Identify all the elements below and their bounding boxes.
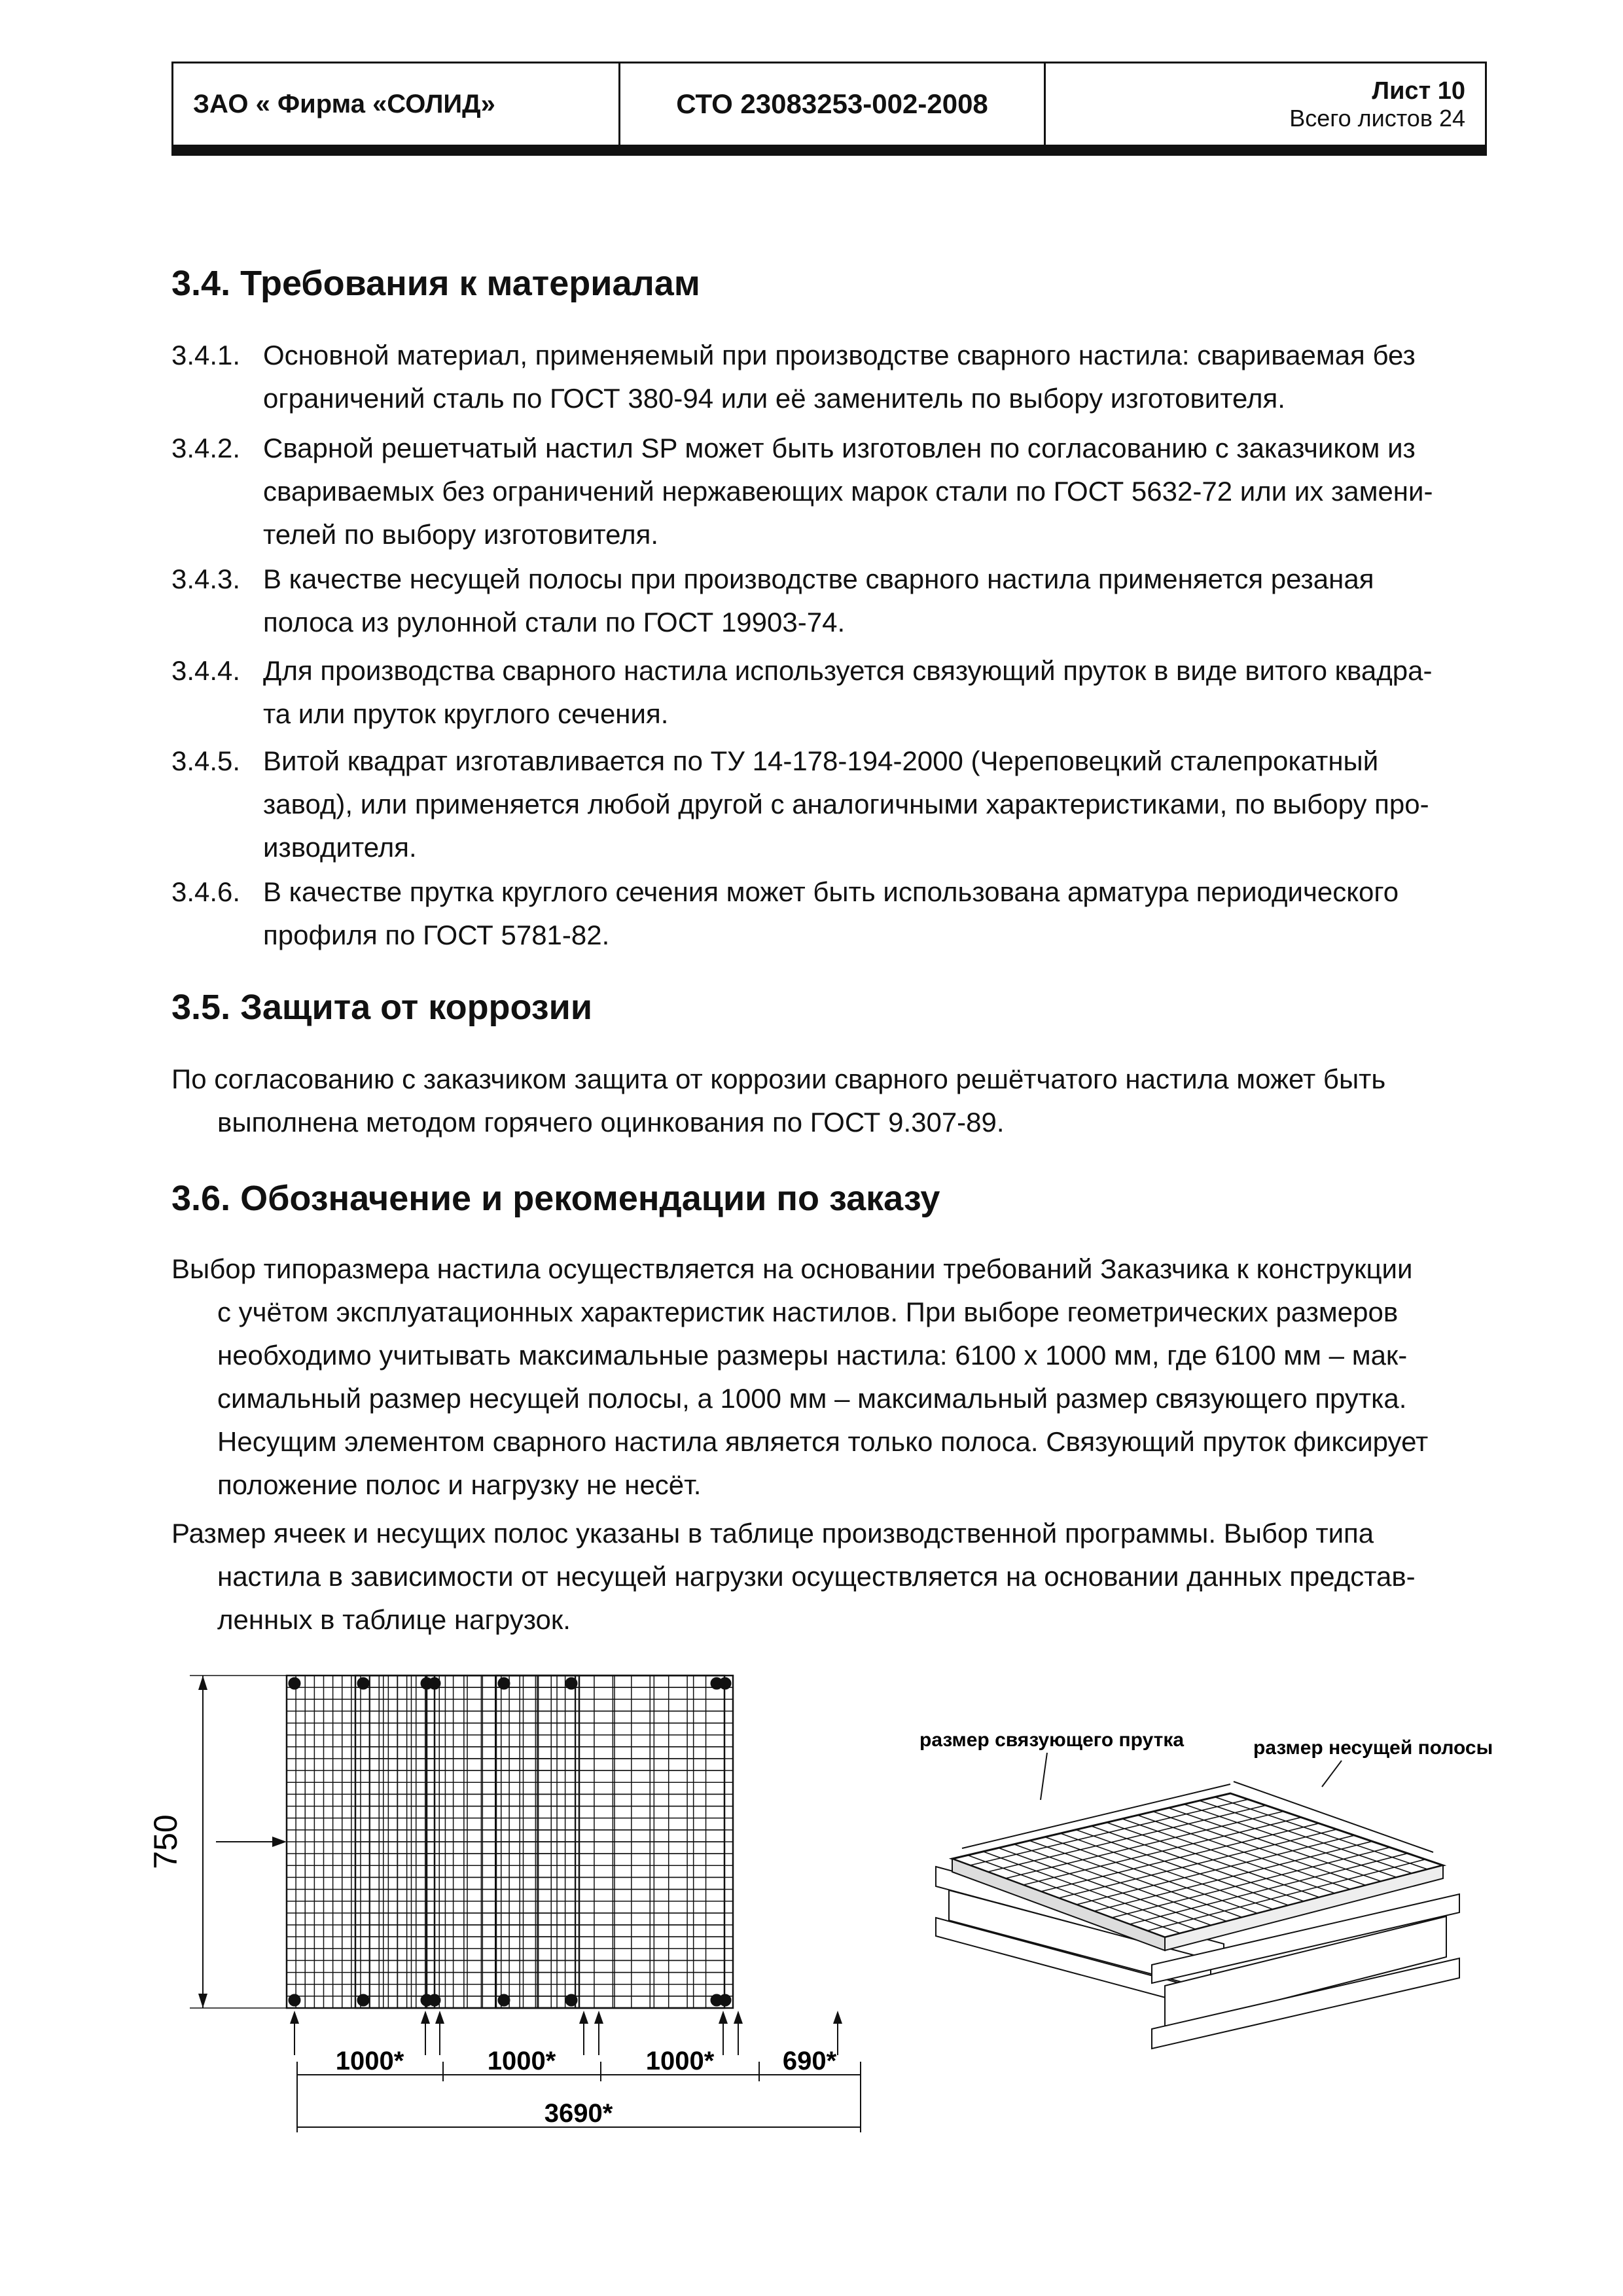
paragraph-corrosion: [171, 1058, 1487, 1144]
item-number: 3.4.6.: [171, 876, 241, 907]
bar-leader-line: [1041, 1753, 1047, 1800]
panel-layout-drawing: [147, 1662, 890, 2147]
width-label-2: 1000*: [487, 2047, 556, 2075]
list-item: [171, 334, 1487, 420]
sheet-total: Всего листов 24: [1289, 105, 1465, 132]
fastener-icon: [289, 1994, 300, 2006]
paragraph-continuation: настила в зависимости от несущей нагрузки осуществляется на основании данных представ- ленных в таблице нагрузок.: [217, 1561, 1416, 1635]
fastener-icon: [429, 1677, 440, 1689]
fastener-icon: [289, 1677, 300, 1689]
band-leader-line: [1322, 1761, 1342, 1787]
list-item: [171, 558, 1487, 644]
paragraph-cells: [171, 1512, 1487, 1641]
item-text: Сварной решетчатый настил SP может быть изготовлен по согласованию с заказчиком из свариваемых без ограничений нержавеющих марок стали по ГОСТ 5632-72 или их замени- телей по выбору изготовителя.: [263, 433, 1433, 550]
total-width-label: 3690*: [544, 2099, 613, 2128]
arrow-up-icon: [290, 2011, 299, 2024]
item-text: Для производства сварного настила используется связующий пруток в виде витого квадра- та или пруток круглого сечения.: [263, 655, 1433, 729]
paragraph-first-line: Размер ячеек и несущих полос указаны в таблице производственной программы. Выбор типа: [171, 1518, 1374, 1549]
fastener-icon: [357, 1994, 369, 2006]
fastener-icon: [498, 1677, 510, 1689]
fastener-icon: [429, 1994, 440, 2006]
paragraph-first-line: По согласованию с заказчиком защита от коррозии сварного решётчатого настила может быть: [171, 1064, 1386, 1094]
arrow-up-icon: [421, 2011, 430, 2024]
band-size-label: размер несущей полосы: [1253, 1737, 1493, 1759]
fastener-icon: [719, 1677, 731, 1689]
arrow-down-icon: [198, 1994, 207, 2008]
item-number: 3.4.5.: [171, 745, 241, 776]
section-title-3-4: 3.4. Требования к материалам: [171, 264, 700, 303]
paragraph-first-line: Выбор типоразмера настила осуществляется на основании требований Заказчика к конструкции: [171, 1253, 1413, 1284]
sheet-info: [1046, 63, 1485, 145]
width-label-1: 1000*: [335, 2047, 404, 2075]
arrow-right-icon: [272, 1837, 287, 1847]
bar-size-label: размер связующего прутка: [919, 1729, 1185, 1751]
item-text: В качестве несущей полосы при производстве сварного настила применяется резаная полоса из рулонной стали по ГОСТ 19903-74.: [263, 564, 1374, 637]
paragraph-continuation: с учётом эксплуатационных характеристик настилов. При выборе геометрических размеров необходимо учитывать максимальные размеры настила: 6100 х 1000 мм, где 6100 мм – мак- симальный размер несущей полосы, а 1000 мм – максимальный размер связующего прутка. Несущим элементом сварного настила является только полоса. Связующий пруток фиксирует положение полос и нагрузку не несёт.: [217, 1297, 1429, 1500]
item-number: 3.4.4.: [171, 655, 241, 686]
item-text: Основной материал, применяемый при производстве сварного настила: свариваемая без ограничений сталь по ГОСТ 380-94 или её заменитель по выбору изготовителя.: [263, 340, 1416, 414]
height-label: 750: [147, 1814, 184, 1869]
item-text: Витой квадрат изготавливается по ТУ 14-178-194-2000 (Череповецкий сталепрокатный завод), или применяется любой другой с аналогичными характеристиками, по выбору про- изводителя.: [263, 745, 1429, 863]
width-label-4: 690*: [782, 2047, 837, 2075]
arrow-up-icon: [435, 2011, 444, 2024]
section-title-3-6: 3.6. Обозначение и рекомендации по заказу: [171, 1179, 940, 1218]
item-number: 3.4.2.: [171, 433, 241, 463]
item-number: 3.4.3.: [171, 564, 241, 594]
item-text: В качестве прутка круглого сечения может быть использована арматура периодического профиля по ГОСТ 5781-82.: [263, 876, 1399, 950]
header-underline: [171, 147, 1487, 156]
list-item: [171, 740, 1487, 869]
document-header: [171, 62, 1487, 147]
fastener-icon: [357, 1677, 369, 1689]
arrow-up-icon: [734, 2011, 743, 2024]
arrow-up-icon: [833, 2011, 842, 2024]
arrow-up-icon: [198, 1676, 207, 1690]
list-item: [171, 870, 1487, 957]
fastener-icon: [498, 1994, 510, 2006]
arrow-up-icon: [579, 2011, 588, 2024]
list-item: [171, 649, 1487, 736]
company-name: ЗАО « Фирма «СОЛИД»: [173, 63, 620, 145]
paragraph-continuation: выполнена методом горячего оцинкования по ГОСТ 9.307-89.: [217, 1107, 1005, 1138]
item-number: 3.4.1.: [171, 340, 241, 370]
width-label-3: 1000*: [645, 2047, 715, 2075]
list-item: [171, 427, 1487, 556]
section-title-3-5: 3.5. Защита от коррозии: [171, 988, 593, 1027]
sheet-number: Лист 10: [1372, 77, 1465, 105]
grating-panels: [287, 1676, 733, 2008]
fastener-icon: [719, 1994, 731, 2006]
arrow-up-icon: [719, 2011, 728, 2024]
paragraph-selection: [171, 1247, 1487, 1507]
standard-number: СТО 23083253-002-2008: [620, 63, 1046, 145]
isometric-grating-drawing: [916, 1721, 1492, 2088]
arrow-up-icon: [594, 2011, 603, 2024]
